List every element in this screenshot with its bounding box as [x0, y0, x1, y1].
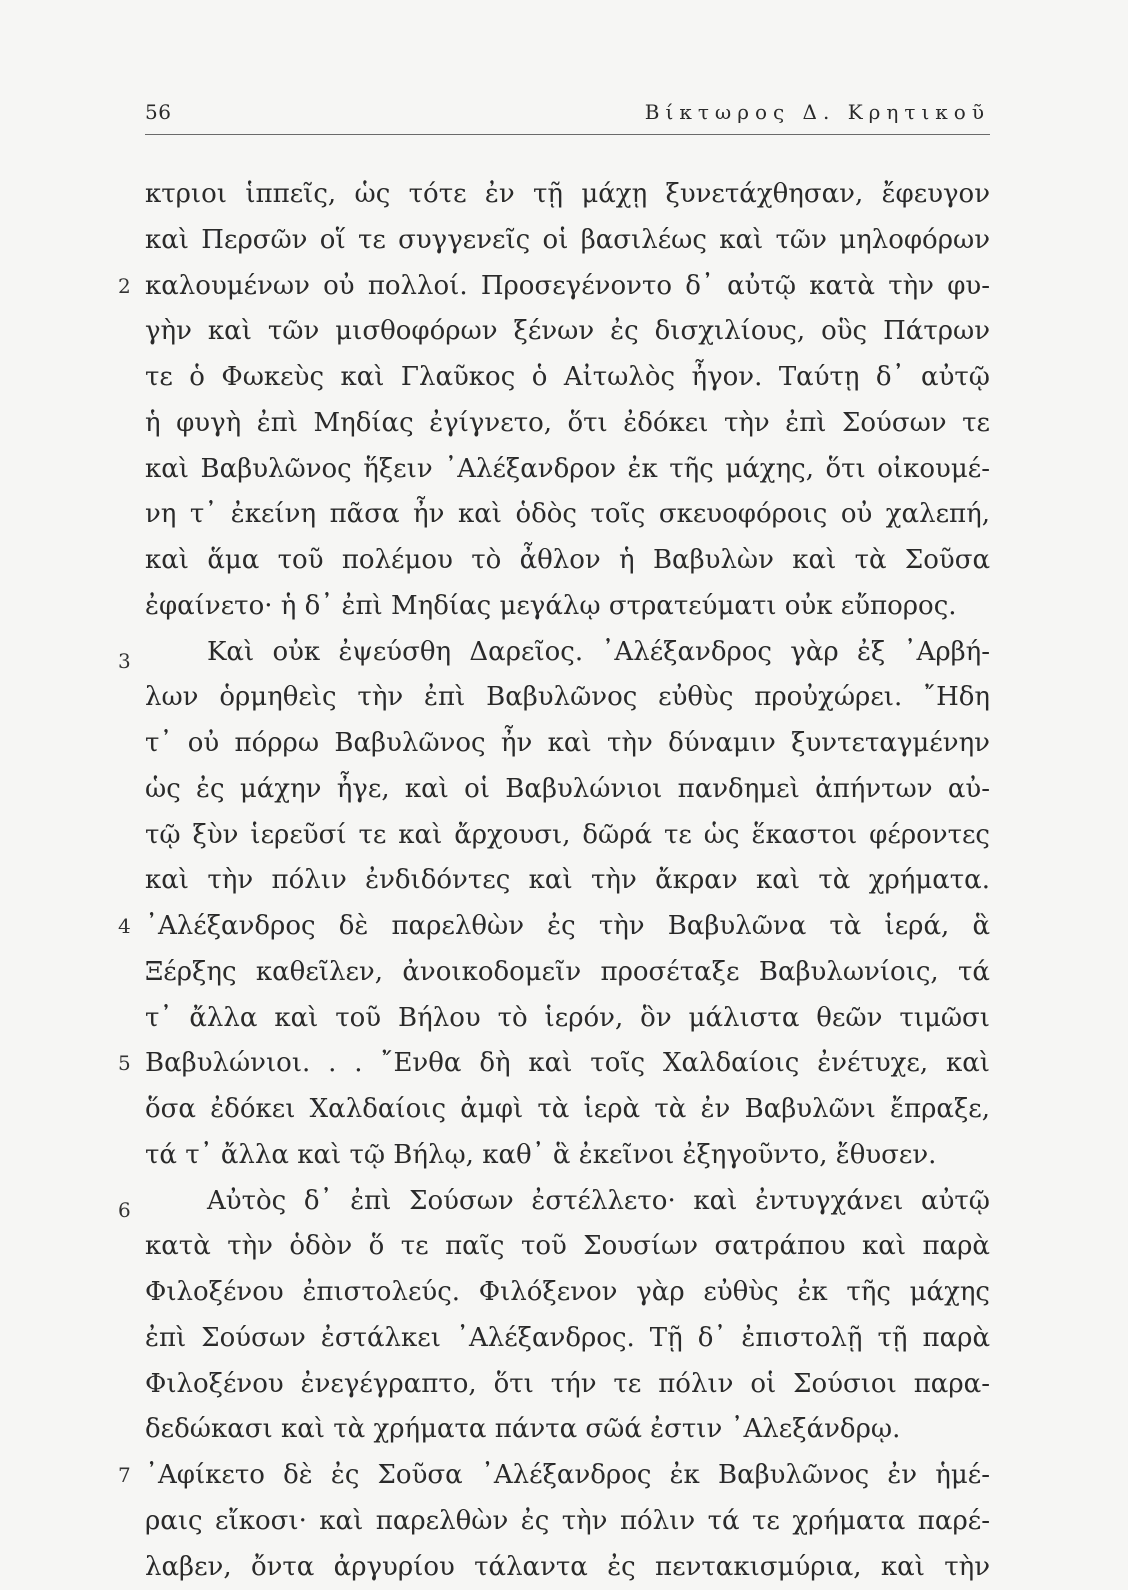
text-line: καὶ Περσῶν οἵ τε συγγενεῖς οἱ βασιλέως καὶ τῶν μηλοφόρων	[145, 218, 990, 264]
section-number: 7	[118, 1453, 131, 1499]
text-line: τ᾽ ἄλλα καὶ τοῦ Βήλου τὸ ἱερόν, ὃν μάλιστα θεῶν τιμῶσι	[145, 996, 990, 1042]
text-line: τά τ᾽ ἄλλα καὶ τῷ Βήλῳ, καθ᾽ ἃ ἐκεῖνοι ἐξηγοῦντο, ἔθυσεν.	[145, 1133, 990, 1179]
text-line: νη τ᾽ ἐκείνη πᾶσα ἦν καὶ ὁδὸς τοῖς σκευοφόροις οὐ χαλεπή,	[145, 492, 990, 538]
page-number: 56	[145, 100, 171, 124]
text-body	[145, 172, 990, 1590]
text-line: ραις εἴκοσι· καὶ παρελθὼν ἐς τὴν πόλιν τά τε χρήματα παρέ-	[145, 1499, 990, 1545]
section-number: 3	[118, 639, 131, 685]
text-line: 4 ᾽Αλέξανδρος δὲ παρελθὼν ἐς τὴν Βαβυλῶνα τὰ ἱερά, ἃ	[145, 904, 990, 950]
text-line: Ξέρξης καθεῖλεν, ἀνοικοδομεῖν προσέταξε Βαβυλωνίοις, τά	[145, 950, 990, 996]
text-line: γὴν καὶ τῶν μισθοφόρων ξένων ἐς δισχιλίους, οὓς Πάτρων	[145, 309, 990, 355]
text-line: καὶ τὴν πόλιν ἐνδιδόντες καὶ τὴν ἄκραν καὶ τὰ χρήματα.	[145, 858, 990, 904]
text-line: τῷ ξὺν ἱερεῦσί τε καὶ ἄρχουσι, δῶρά τε ὡς ἕκαστοι φέροντες	[145, 813, 990, 859]
section-number: 6	[118, 1188, 131, 1234]
running-title: Βίκτωρος Δ. Κρητικοῦ	[645, 100, 990, 124]
text-line: τ᾽ οὐ πόρρω Βαβυλῶνος ἦν καὶ τὴν δύναμιν ξυντεταγμένην	[145, 721, 990, 767]
text-line: λαβεν, ὄντα ἀργυρίου τάλαντα ἐς πεντακισμύρια, καὶ τὴν	[145, 1545, 990, 1590]
section-number: 2	[118, 264, 131, 310]
section-number: 4	[118, 904, 131, 950]
text-line: 7 ᾽Αφίκετο δὲ ἐς Σοῦσα ᾽Αλέξανδρος ἐκ Βαβυλῶνος ἐν ἡμέ-	[145, 1453, 990, 1499]
text-line: ἐφαίνετο· ἡ δ᾽ ἐπὶ Μηδίας μεγάλῳ στρατεύματι οὐκ εὔπορος.	[145, 584, 990, 630]
text-line: 6 Αὐτὸς δ᾽ ἐπὶ Σούσων ἐστέλλετο· καὶ ἐντυγχάνει αὐτῷ	[145, 1179, 990, 1225]
text-line: Φιλοξένου ἐνεγέγραπτο, ὅτι τήν τε πόλιν οἱ Σούσιοι παρα-	[145, 1362, 990, 1408]
text-line: 3 Καὶ οὐκ ἐψεύσθη Δαρεῖος. ᾽Αλέξανδρος γὰρ ἐξ ᾽Αρβή-	[145, 630, 990, 676]
text-line: ἐπὶ Σούσων ἐστάλκει ᾽Αλέξανδρος. Τῇ δ᾽ ἐπιστολῇ τῇ παρὰ	[145, 1316, 990, 1362]
text-line: ὡς ἐς μάχην ἦγε, καὶ οἱ Βαβυλώνιοι πανδημεὶ ἀπήντων αὐ-	[145, 767, 990, 813]
text-line: δεδώκασι καὶ τὰ χρήματα πάντα σῶά ἐστιν ᾽Αλεξάνδρῳ.	[145, 1407, 990, 1453]
text-line: ὅσα ἐδόκει Χαλδαίοις ἀμφὶ τὰ ἱερὰ τὰ ἐν Βαβυλῶνι ἔπραξε,	[145, 1087, 990, 1133]
section-number: 5	[118, 1041, 131, 1087]
text-line: 5 Βαβυλώνιοι. . . ῎Ενθα δὴ καὶ τοῖς Χαλδαίοις ἐνέτυχε, καὶ	[145, 1041, 990, 1087]
text-line: κατὰ τὴν ὁδὸν ὅ τε παῖς τοῦ Σουσίων σατράπου καὶ παρὰ	[145, 1224, 990, 1270]
text-line: καὶ Βαβυλῶνος ἥξειν ᾽Αλέξανδρον ἐκ τῆς μάχης, ὅτι οἰκουμέ-	[145, 447, 990, 493]
header-rule	[145, 134, 990, 135]
text-line: κτριοι ἱππεῖς, ὡς τότε ἐν τῇ μάχῃ ξυνετάχθησαν, ἔφευγον	[145, 172, 990, 218]
text-line: λων ὁρμηθεὶς τὴν ἐπὶ Βαβυλῶνος εὐθὺς προὐχώρει. ῎Ηδη	[145, 675, 990, 721]
running-head	[145, 100, 990, 132]
text-line: 2 καλουμένων οὐ πολλοί. Προσεγένοντο δ᾽ αὐτῷ κατὰ τὴν φυ-	[145, 264, 990, 310]
text-line: καὶ ἅμα τοῦ πολέμου τὸ ἆθλον ἡ Βαβυλὼν καὶ τὰ Σοῦσα	[145, 538, 990, 584]
text-line: ἡ φυγὴ ἐπὶ Μηδίας ἐγίγνετο, ὅτι ἐδόκει τὴν ἐπὶ Σούσων τε	[145, 401, 990, 447]
text-line: Φιλοξένου ἐπιστολεύς. Φιλόξενον γὰρ εὐθὺς ἐκ τῆς μάχης	[145, 1270, 990, 1316]
text-line: τε ὁ Φωκεὺς καὶ Γλαῦκος ὁ Αἰτωλὸς ἦγον. Ταύτῃ δ᾽ αὐτῷ	[145, 355, 990, 401]
